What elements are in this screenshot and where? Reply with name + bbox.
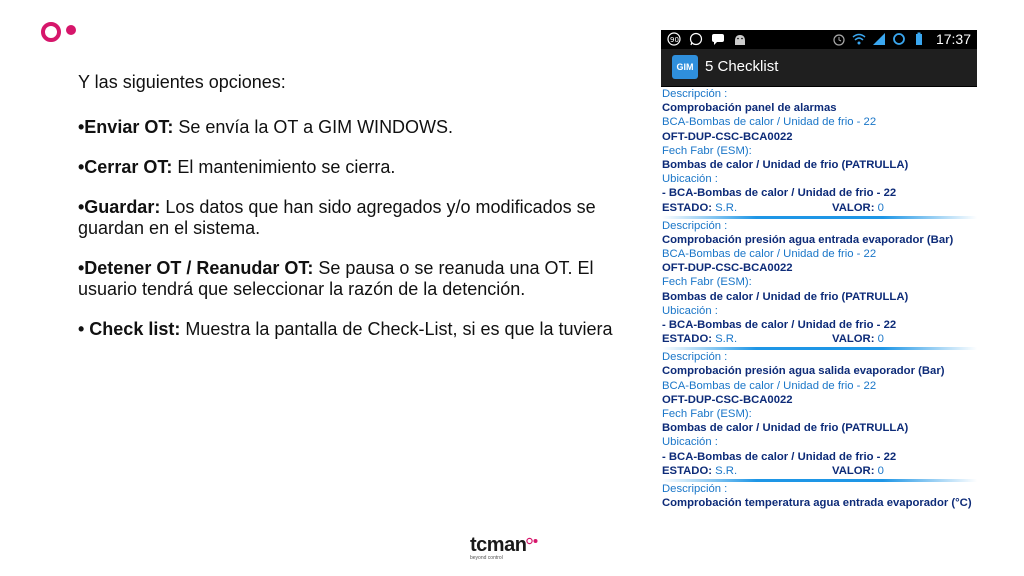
option-enviar bbox=[78, 117, 638, 138]
option-guardar bbox=[78, 197, 638, 239]
description-value: Comprobación presión agua entrada evaporador (Bar) bbox=[662, 233, 954, 246]
list-item[interactable] bbox=[661, 482, 977, 510]
description-label: Descripción : bbox=[662, 88, 728, 100]
battery-icon bbox=[912, 32, 926, 46]
valor-label: VALOR: bbox=[832, 201, 875, 214]
estado-row bbox=[662, 201, 977, 215]
fech-fabr-label: Fech Fabr (ESM): bbox=[662, 408, 752, 421]
list-item[interactable] bbox=[661, 219, 977, 351]
equipment-code: OFT-DUP-CSC-BCA0022 bbox=[662, 393, 793, 406]
wifi-icon bbox=[852, 32, 866, 46]
brand-tagline: beyond control bbox=[470, 555, 503, 561]
list-item[interactable] bbox=[661, 350, 977, 482]
ubicacion-label: Ubicación : bbox=[662, 436, 718, 449]
fech-fabr-value: Bombas de calor / Unidad de frio (PATRULLA) bbox=[662, 290, 909, 303]
equipment-text: BCA-Bombas de calor / Unidad de frio - 22 bbox=[662, 248, 877, 261]
option-text: Se pausa o se reanuda una OT. El usuario tendrá que seleccionar la razón de la detención. bbox=[78, 258, 594, 299]
option-detener bbox=[78, 258, 638, 300]
option-label: •Cerrar OT: bbox=[78, 157, 173, 177]
equipment-text: BCA-Bombas de calor / Unidad de frio - 22 bbox=[662, 116, 877, 129]
android-icon bbox=[733, 32, 747, 46]
fech-fabr-value: Bombas de calor / Unidad de frio (PATRULLA) bbox=[662, 159, 909, 172]
checklist bbox=[661, 87, 977, 510]
status-time: 17:37 bbox=[935, 31, 971, 47]
option-text: El mantenimiento se cierra. bbox=[172, 157, 396, 177]
ubicacion-label: Ubicación : bbox=[662, 173, 718, 186]
valor-value: 0 bbox=[874, 464, 884, 477]
fech-fabr-value: Bombas de calor / Unidad de frio (PATRULLA) bbox=[662, 422, 909, 435]
intro-text: Y las siguientes opciones: bbox=[78, 72, 286, 92]
app-icon[interactable]: GIM bbox=[672, 55, 698, 79]
ubicacion-value: - BCA-Bombas de calor / Unidad de frio - 22 bbox=[662, 450, 897, 463]
estado-row bbox=[662, 464, 977, 478]
footer-logo bbox=[470, 534, 538, 561]
description-label: Descripción : bbox=[662, 482, 728, 495]
description-value: Comprobación temperatura agua entrada evaporador (°C) bbox=[662, 497, 972, 510]
option-text: Los datos que han sido agregados y/o modificados se guardan en el sistema. bbox=[78, 197, 596, 238]
brand-dots-icon bbox=[526, 537, 538, 545]
whatsapp-icon bbox=[689, 32, 703, 46]
option-label: •Enviar OT: bbox=[78, 117, 174, 137]
screen-title: 5 Checklist bbox=[705, 58, 779, 75]
logo-icon bbox=[40, 18, 84, 46]
signal-icon bbox=[872, 32, 886, 46]
option-checklist bbox=[78, 319, 638, 340]
action-bar bbox=[661, 49, 977, 87]
description-label: Descripción : bbox=[662, 351, 728, 364]
valor-label: VALOR: bbox=[832, 464, 875, 477]
description-label: Descripción : bbox=[662, 219, 728, 232]
phone-screenshot bbox=[661, 30, 977, 510]
notification-90-icon bbox=[667, 32, 681, 46]
status-bar bbox=[661, 30, 977, 49]
sync-icon bbox=[892, 32, 906, 46]
ubicacion-label: Ubicación : bbox=[662, 304, 718, 317]
estado-value: S.R. bbox=[712, 201, 738, 214]
estado-row bbox=[662, 332, 977, 346]
option-label: •Detener OT / Reanudar OT: bbox=[78, 258, 314, 278]
equipment-code: OFT-DUP-CSC-BCA0022 bbox=[662, 262, 793, 275]
option-label: • Check list: bbox=[78, 319, 181, 339]
description-value: Comprobación presión agua salida evaporador (Bar) bbox=[662, 365, 945, 378]
option-label: •Guardar: bbox=[78, 197, 161, 217]
estado-label: ESTADO: bbox=[662, 464, 712, 477]
brand-name: tcman bbox=[470, 534, 527, 556]
description-value: Comprobación panel de alarmas bbox=[662, 102, 837, 115]
equipment-code: OFT-DUP-CSC-BCA0022 bbox=[662, 130, 793, 143]
fech-fabr-label: Fech Fabr (ESM): bbox=[662, 144, 752, 157]
chat-icon bbox=[711, 32, 725, 46]
estado-value: S.R. bbox=[712, 333, 738, 346]
estado-value: S.R. bbox=[712, 464, 738, 477]
option-text: Muestra la pantalla de Check-List, si es que la tuviera bbox=[180, 319, 613, 339]
estado-label: ESTADO: bbox=[662, 333, 712, 346]
option-text: Se envía la OT a GIM WINDOWS. bbox=[173, 117, 454, 137]
valor-value: 0 bbox=[874, 333, 884, 346]
ubicacion-value: - BCA-Bombas de calor / Unidad de frio - 22 bbox=[662, 187, 897, 200]
svg-text:90: 90 bbox=[670, 36, 679, 44]
ubicacion-value: - BCA-Bombas de calor / Unidad de frio - 22 bbox=[662, 319, 897, 332]
estado-label: ESTADO: bbox=[662, 201, 712, 214]
equipment-text: BCA-Bombas de calor / Unidad de frio - 22 bbox=[662, 379, 877, 392]
list-item[interactable] bbox=[661, 87, 977, 219]
alarm-icon bbox=[832, 32, 846, 46]
valor-label: VALOR: bbox=[832, 333, 875, 346]
fech-fabr-label: Fech Fabr (ESM): bbox=[662, 276, 752, 289]
slide-text bbox=[78, 72, 638, 359]
option-cerrar bbox=[78, 157, 638, 178]
valor-value: 0 bbox=[874, 201, 884, 214]
